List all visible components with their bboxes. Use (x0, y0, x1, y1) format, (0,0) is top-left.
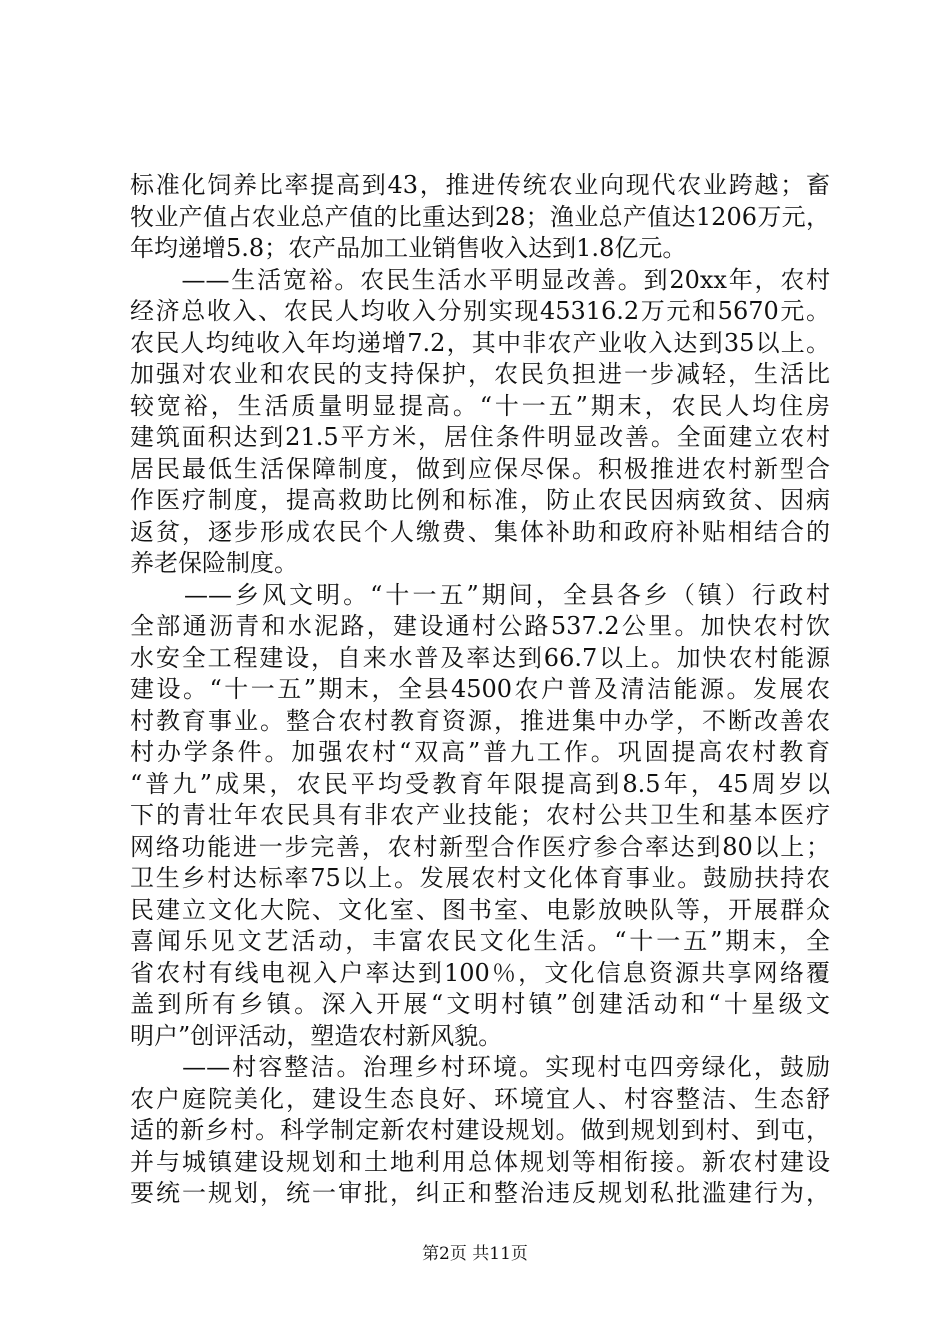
text-line: 并与城镇建设规划和土地利用总体规划等相衔接。新农村建设 (130, 1147, 830, 1176)
text-line: 养老保险制度。 (130, 549, 298, 577)
text-line: 建设。“十一五”期末，全县4500农户普及清洁能源。发展农 (130, 675, 830, 703)
text-line: ——乡风文明。“十一五”期间，全县各乡（镇）行政村 (130, 580, 830, 609)
text-line: 水安全工程建设，自来水普及率达到66.7以上。加快农村能源 (130, 643, 830, 672)
text-line: 村教育事业。整合农村教育资源，推进集中办学，不断改善农 (130, 706, 830, 735)
text-line: 作医疗制度，提高救助比例和标准，防止农民因病致贫、因病 (130, 486, 830, 514)
text-line: 盖到所有乡镇。深入开展“文明村镇”创建活动和“十星级文 (130, 990, 830, 1018)
text-line: 全部通沥青和水泥路，建设通村公路537.2公里。加快农村饮 (130, 612, 830, 640)
text-line: 年均递增5.8；农产品加工业销售收入达到1.8亿元。 (130, 234, 687, 262)
text-line: 省农村有线电视入户率达到100％，文化信息资源共享网络覆 (130, 958, 830, 987)
text-line: 卫生乡村达标率75以上。发展农村文化体育事业。鼓励扶持农 (130, 864, 830, 892)
text-line: “普九”成果，农民平均受教育年限提高到8.5年，45周岁以 (130, 769, 830, 798)
text-line: 牧业产值占农业总产值的比重达到28；渔业总产值达1206万元， (130, 202, 830, 231)
text-line: 下的青壮年农民具有非农产业技能；农村公共卫生和基本医疗 (130, 801, 830, 829)
text-line: 农民人均纯收入年均递增7.2，其中非农产业收入达到35以上。 (130, 328, 830, 357)
text-line: 加强对农业和农民的支持保护，农民负担进一步减轻，生活比 (130, 360, 830, 388)
text-line: 居民最低生活保障制度，做到应保尽保。积极推进农村新型合 (130, 454, 830, 483)
text-line: ——村容整洁。治理乡村环境。实现村屯四旁绿化，鼓励 (130, 1053, 830, 1081)
text-line: 建筑面积达到21.5平方米，居住条件明显改善。全面建立农村 (130, 423, 830, 451)
text-line: 适的新乡村。科学制定新农村建设规划。做到规划到村、到屯， (130, 1116, 830, 1144)
text-line: 返贫，逐步形成农民个人缴费、集体补助和政府补贴相结合的 (130, 517, 830, 546)
text-line: 明户”创评活动，塑造农村新风貌。 (130, 1021, 503, 1050)
text-line: 农户庭院美化，建设生态良好、环境宜人、村容整洁、生态舒 (130, 1084, 830, 1113)
text-line: ——生活宽裕。农民生活水平明显改善。到20xx年，农村 (130, 265, 830, 294)
text-line: 民建立文化大院、文化室、图书室、电影放映队等，开展群众 (130, 895, 830, 924)
text-line: 网络功能进一步完善，农村新型合作医疗参合率达到80以上； (130, 832, 830, 861)
text-line: 经济总收入、农民人均收入分别实现45316.2万元和5670元。 (130, 297, 830, 325)
document-body (130, 170, 830, 1210)
text-line: 较宽裕，生活质量明显提高。“十一五”期末，农民人均住房 (130, 391, 830, 420)
text-line: 要统一规划，统一审批，纠正和整治违反规划私批滥建行为， (130, 1179, 830, 1207)
page-footer: 第2页 共11页 (422, 1244, 528, 1264)
text-line: 喜闻乐见文艺活动，丰富农民文化生活。“十一五”期末，全 (130, 927, 830, 955)
text-line: 标准化饲养比率提高到43，推进传统农业向现代农业跨越；畜 (130, 171, 830, 199)
text-line: 村办学条件。加强农村“双高”普九工作。巩固提高农村教育 (130, 738, 830, 766)
